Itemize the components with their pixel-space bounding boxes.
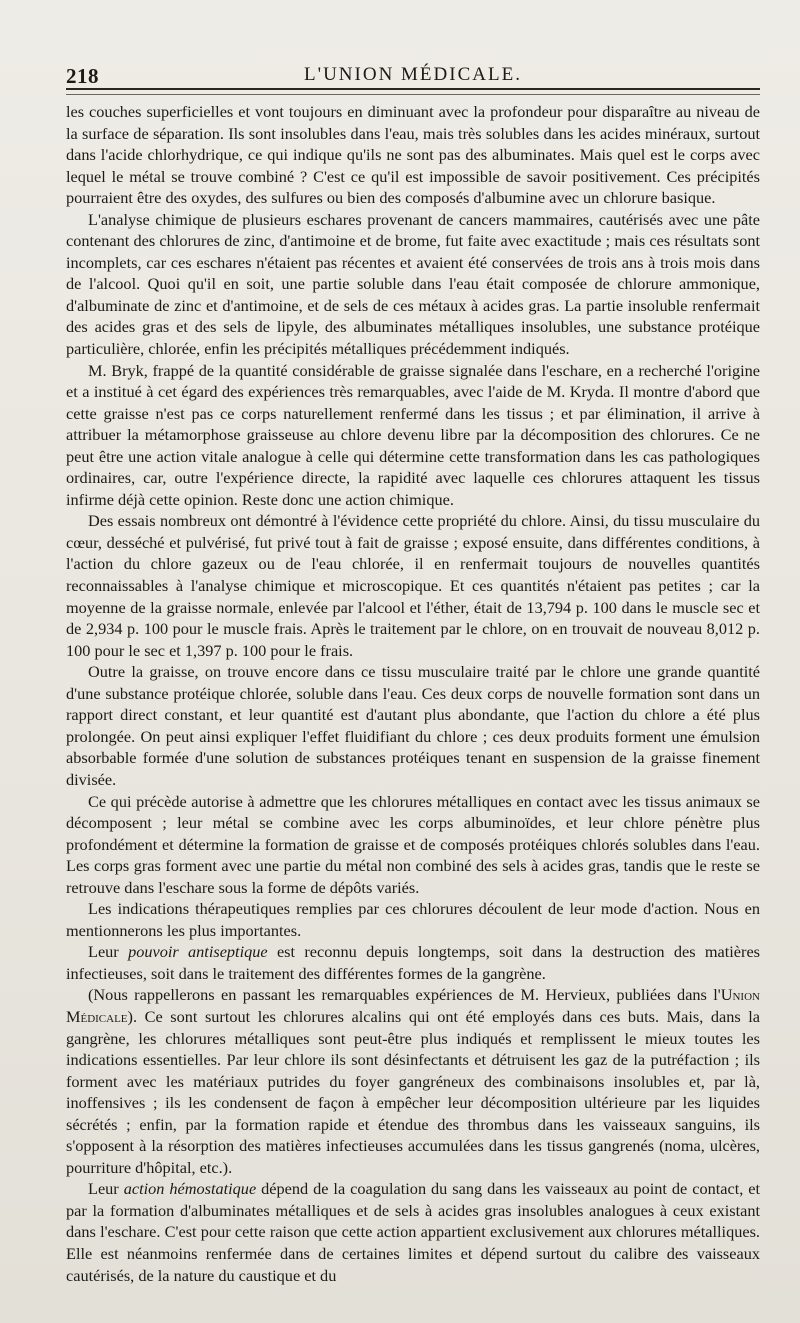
header-rule [66,94,760,95]
paragraph [66,1178,760,1286]
paragraph [66,941,760,984]
paragraph: les couches superficielles et vont toujours en diminuant avec la profondeur pour disparaître au niveau de la surface de séparation. Ils sont insolubles dans l'eau, mais très solubles dans les acides minéraux, surtout dans l'acide chlorhydrique, ce qui indique qu'ils ne sont pas des albuminates. Mais quel est le corps avec lequel le métal se trouve combiné ? C'est ce qu'il est impossible de savoir positivement. Ces précipités pourraient être des oxydes, des sulfures ou bien des composés d'albumine avec un chlorure basique. [66,102,760,208]
article-body [66,101,760,1286]
italic-term: pouvoir antiseptique [128,942,268,962]
journal-name: Union Médicale [66,985,760,1026]
running-title: L'UNION MÉDICALE. [304,64,522,85]
paragraph-text: Leur [88,1179,124,1199]
page-number: 218 [66,64,99,88]
paragraph-text: Leur [88,942,129,962]
paragraph: L'analyse chimique de plusieurs eschares provenant de cancers mammaires, cautérisés avec une pâte contenant des chlorures de zinc, d'antimoine et de brome, fut faite avec exactitude ; mais ces résultats sont incomplets, car ces eschares n'étaient pas récentes et avaient été conservées de trois ans à trois mois dans de l'alcool. Quoi qu'il en soit, une partie soluble dans l'eau était composée de chlorure ammonique, d'albuminate de zinc et d'antimoine, et de sels de ces métaux à acides gras. La partie insoluble renfermait des acides gras et des sels de lipyle, des albuminates métalliques insolubles, une substance protéique particulière, chlorée, enfin les précipités métalliques précédemment indiqués. [66,209,760,359]
italic-term: action hémostatique [123,1179,257,1199]
paragraph: Ce qui précède autorise à admettre que les chlorures métalliques en contact avec les tissus animaux se décomposent ; leur métal se combine avec les corps albuminoïdes, et leur chlore pénètre plus profondément et détermine la formation de graisse et de composés protéiques chlorés solubles dans l'eau. Les corps gras forment avec une partie du métal non combiné des sels à acides gras, tandis que le reste se retrouve dans l'eschare sous la forme de dépôts variés. [66,791,760,897]
paragraph-text: est reconnu depuis longtemps, soit dans la destruction des matières infectieuses, soit dans le traitement des différentes formes de la gangrène. [66,942,761,983]
paragraph-text: ). Ce sont surtout les chlorures alcalins qui ont été employés dans ces buts. Mais, dans la gangrène, les chlorures métalliques sont peut-être plus indiqués et remplissent le mieux toutes les indications essentielles. Par leur chlore ils sont désinfectants et détruisent les gaz de la putréfaction ; ils forment avec les matériaux putrides du foyer gangréneux des combinaisons insolubles et, par là, inoffensives ; ils les condensent de façon à empêcher leur décomposition ultérieure par les liquides sécrétés ; enfin, par la formation rapide et étendue des thrombus dans les vaisseaux sanguins, ils s'opposent à la résorption des matières infectieuses accumulées dans les tissus gangrenés (noma, ulcères, pourriture d'hôpital, etc.). [66,1006,760,1177]
paragraph [66,984,760,1178]
paragraph-text: (Nous rappellerons en passant les remarquables expériences de M. Hervieux, publiées dans l' [88,985,721,1005]
paragraph-text: dépend de la coagulation du sang dans les vaisseaux au point de contact, et par la formation d'albuminates métalliques et de sels à acides gras insolubles analogues à ceux existant dans l'eschare. C'est pour cette raison que cette action appartient exclusivement aux chlorures métalliques. Elle est néanmoins renfermée dans de certaines limites et dépend surtout du calibre des vaisseaux cautérisés, de la nature du caustique et du [66,1179,761,1285]
paragraph: M. Bryk, frappé de la quantité considérable de graisse signalée dans l'eschare, en a recherché l'origine et a institué à cet égard des expériences très remarquables, avec l'aide de M. Kryda. Il montre d'abord que cette graisse n'est pas ce corps naturellement renfermé dans les tissus ; et par élimination, il arrive à attribuer la métamorphose graisseuse au chlore devenu libre par la décomposition des chlorures. Ce ne peut être une action vitale analogue à celle qui détermine cette transformation dans les cas pathologiques ordinaires, car, outre l'expérience directe, la rapidité avec laquelle ces chlorures attaquent les tissus infirme déjà cette opinion. Reste donc une action chimique. [66,360,760,509]
page-header [66,58,760,90]
paragraph: Outre la graisse, on trouve encore dans ce tissu musculaire traité par le chlore une grande quantité d'une substance protéique chlorée, soluble dans l'eau. Ces deux corps de nouvelle formation sont dans un rapport direct constant, et leur quantité est d'autant plus abondante, que l'action du chlore a été plus prolongée. On peut ainsi expliquer l'effet fluidifiant du chlore ; ces deux produits forment une émulsion absorbable formée d'une solution de substances protéiques tenant en suspension de la graisse finement divisée. [66,662,760,789]
paragraph: Des essais nombreux ont démontré à l'évidence cette propriété du chlore. Ainsi, du tissu musculaire du cœur, desséché et pulvérisé, fut privé tout à fait de graisse ; exposé ensuite, dans différentes conditions, à l'action du chlore gazeux ou de l'eau chlorée, il en renfermait toujours de nouvelles quantités reconnaissables à l'analyse chimique et microscopique. Et ces quantités n'étaient pas petites ; car la moyenne de la graisse normale, enlevée par l'alcool et l'éther, était de 13,794 p. 100 dans le muscle sec et de 2,934 p. 100 pour le muscle frais. Après le traitement par le chlore, on en trouvait de nouveau 8,012 p. 100 pour le sec et 1,397 p. 100 pour le frais. [66,511,760,660]
paragraph: Les indications thérapeutiques remplies par ces chlorures découlent de leur mode d'action. Nous en mentionnerons les plus importantes. [66,899,760,940]
